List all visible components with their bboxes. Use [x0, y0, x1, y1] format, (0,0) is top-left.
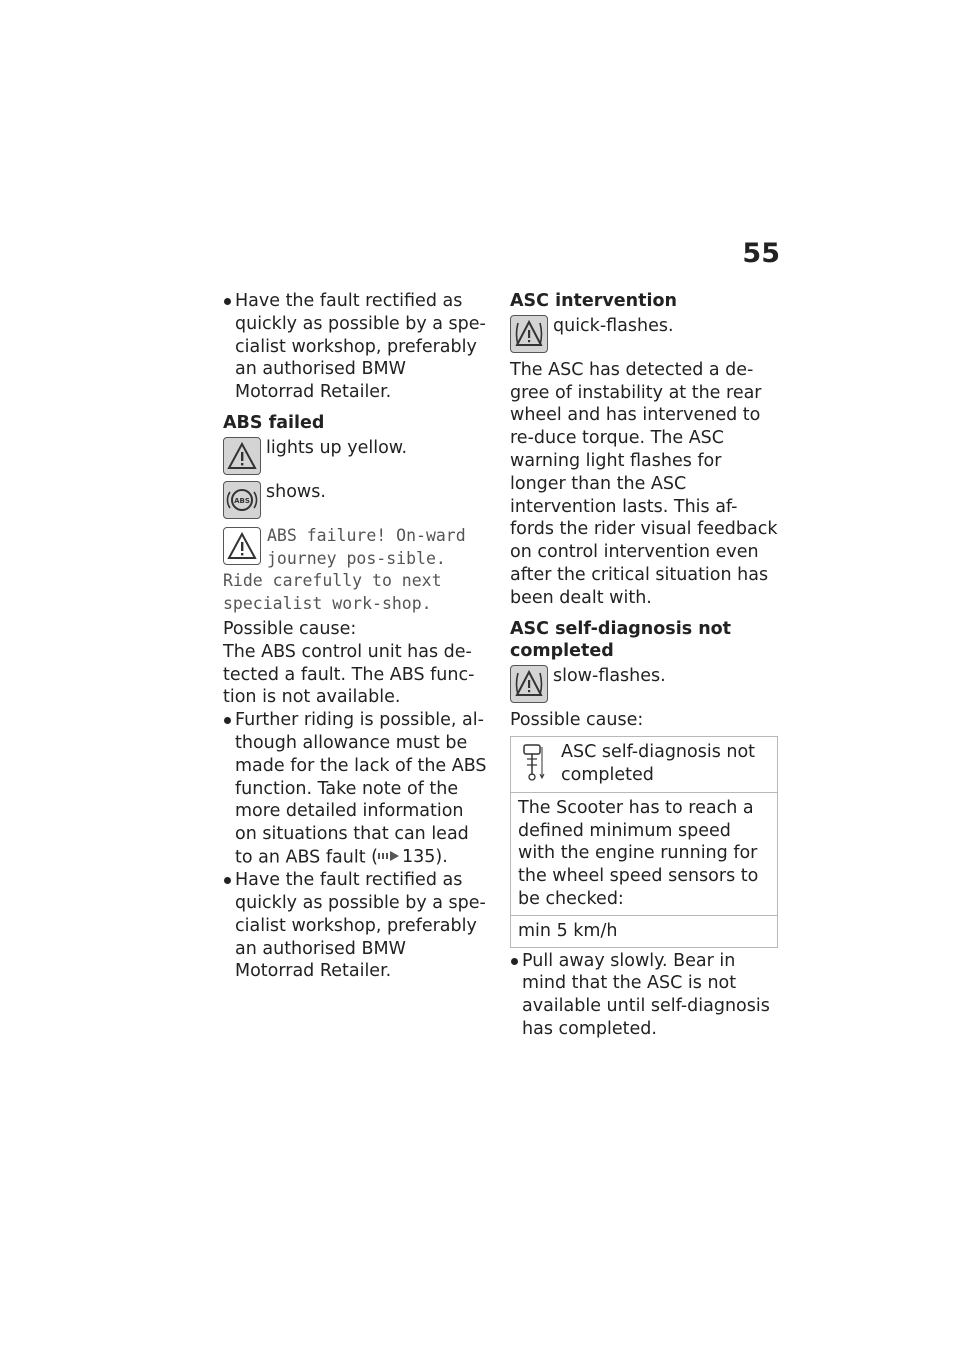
warning-triangle-icon — [223, 527, 261, 565]
asc-lamp-icon — [510, 665, 548, 703]
bullet-rectify-fault: Have the fault rectified as quickly as possible by a spe-cialist workshop, preferably an authorised BMW Motorrad Retailer. — [223, 290, 489, 404]
asc-intervention-text: The ASC has detected a de-gree of instability at the rear wheel and has intervened to re-duce torque. The ASC warning light flashes for longer than the ASC intervention lasts. This af-fords the rider visual feedback on control intervention even after the critical situation has been dealt with. — [510, 359, 778, 608]
bullet-rectify-fault-2: Have the fault rectified as quickly as possible by a spe-cialist workshop, preferably an authorised BMW Motorrad Retailer. — [223, 869, 489, 983]
asc-diagnosis-indicator — [510, 665, 780, 703]
display-message-text: ABS failure! On-ward journey pos-sible. Ride carefully to next specialist work-shop. — [223, 525, 466, 614]
indicator-text-shows: shows. — [266, 481, 326, 502]
possible-cause-label: Possible cause: — [223, 618, 357, 639]
bullet-further-riding — [223, 709, 489, 869]
asc-intervention-indicator — [510, 315, 780, 353]
heading-abs-failed: ABS failed — [223, 412, 325, 433]
abs-general-warning-indicator — [223, 437, 489, 475]
heading-asc-self-diagnosis: ASC self-diagnosis not completed — [510, 618, 732, 662]
page-number: 55 — [742, 238, 780, 269]
indicator-text-quick-flashes: quick-flashes. — [553, 315, 674, 336]
diagnosis-table-value: min 5 km/h — [511, 915, 778, 947]
left-column — [223, 290, 489, 983]
page-reference-arrow-icon — [378, 846, 402, 869]
indicator-text-slow-flashes: slow-flashes. — [553, 666, 666, 687]
cause-text: The ABS control unit has de-tected a fault. The ABS func-tion is not available. — [223, 641, 475, 708]
page-reference-number: 135). — [401, 847, 448, 868]
display-message-block — [223, 525, 489, 616]
right-column — [510, 290, 780, 1041]
asc-lamp-icon — [510, 315, 548, 353]
bullet-pull-away: Pull away slowly. Bear in mind that the ASC is not available until self-diagnosis has completed. — [510, 950, 780, 1041]
diagnosis-table — [510, 736, 778, 948]
diagnosis-table-header — [511, 736, 778, 792]
indicator-text-lights-up: lights up yellow. — [266, 437, 408, 458]
wheel-speed-sensor-icon — [518, 741, 554, 788]
page-reference[interactable]: ( 135). — [371, 847, 448, 868]
abs-lamp-indicator — [223, 481, 489, 519]
diagnosis-table-body: The Scooter has to reach a defined minimum speed with the engine running for the wheel speed sensors to be checked: — [511, 792, 778, 915]
abs-lamp-icon — [223, 481, 261, 519]
warning-triangle-icon — [223, 437, 261, 475]
heading-asc-intervention: ASC intervention — [510, 291, 677, 311]
svg-text:ABS: ABS — [234, 496, 250, 505]
diagnosis-table-header-text: ASC self-diagnosis not completed — [561, 741, 756, 785]
possible-cause-label: Possible cause: — [510, 710, 644, 731]
bullet-further-riding-text: Further riding is possible, al-though allowance must be made for the lack of the ABS function. Take note of the more detailed information on situations that can lead to an ABS fault — [235, 710, 487, 868]
